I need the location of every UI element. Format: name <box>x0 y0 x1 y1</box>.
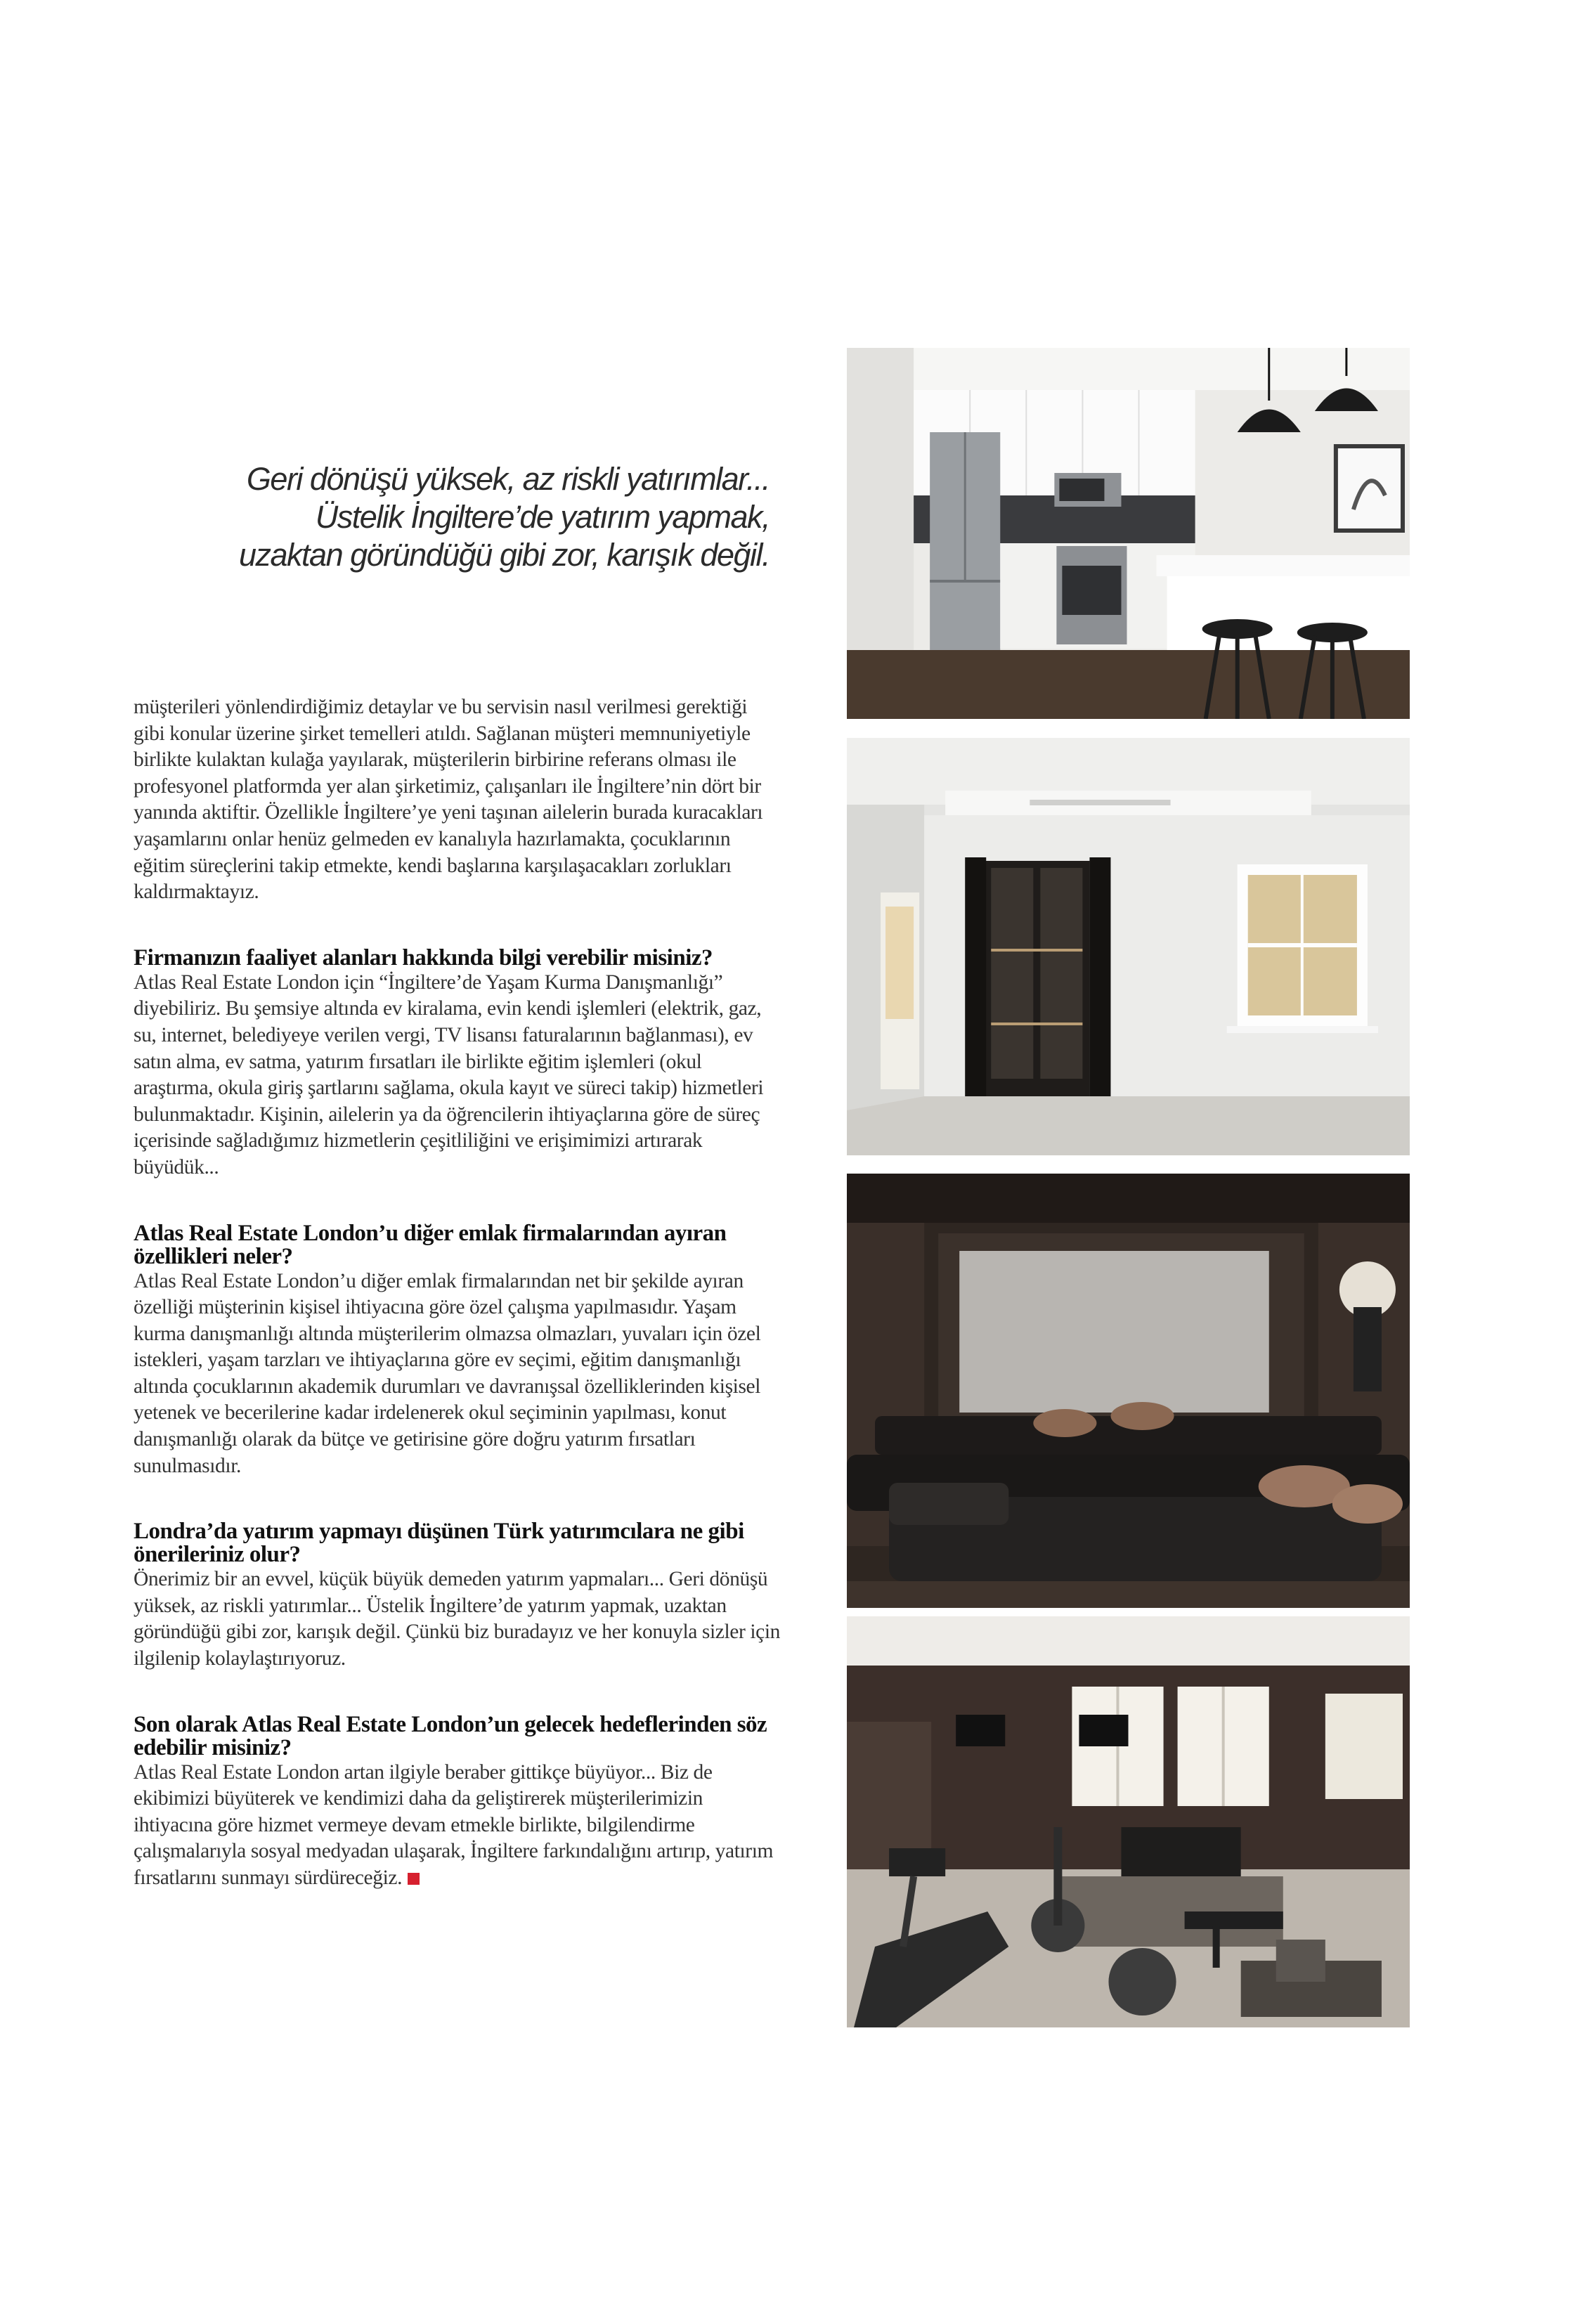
pull-quote-line-3: uzaktan göründüğü gibi zor, karışık değil. <box>239 537 770 573</box>
heading-distinguishing-features: Atlas Real Estate London’u diğer emlak firmalarından ayıran özellikleri neler? <box>134 1220 727 1269</box>
paragraph-activity-areas: Atlas Real Estate London için “İngiltere’de Yaşam Kurma Danışmanlığı” diyebiliriz. Bu şemsiye altında ev kiralama, evin kendi işlemleri (elektrik, gaz, su, internet, belediyeye verilen vergi, TV lisansı faturalarının bağlanması), ev satın alma, ev satma, yatırım fırsatları ile birlikte eğitim işlemleri (okul araştırma, okula giriş şartlarını sağlama, okula kayıt ve süreci takip) hizmetleri bulunmaktadır. Kişinin, ailelerin ya da öğrencilerin ihtiyaçlarına göre de süreç içerisinde sağladığımız hizmetlerin çeşitliliğini ve erişimimizi artırarak büyüdük... <box>134 971 764 1179</box>
heading-future-goals: Son olarak Atlas Real Estate London’un gelecek hedeflerinden söz edebilir misiniz? <box>134 1711 767 1760</box>
pull-quote <box>176 460 770 574</box>
bedroom-photo <box>847 738 1410 1155</box>
pull-quote-line-1: Geri dönüşü yüksek, az riskli yatırımlar... <box>246 461 770 497</box>
kitchen-photo <box>847 348 1410 719</box>
future-goals-text: Atlas Real Estate London artan ilgiyle beraber gittikçe büyüyor... Biz de ekibimizi büyüterek ve kendimizi daha da geliştirerek müşterilerimizin ihtiyacına göre hizmet vermeye devam etmekle birlikte, bilgilendirme çalışmalarıyla sosyal medyadan ulaşarak, İngiltere farkındalığını artırıp, yatırım fırsatlarını sunmayı sürdüreceğiz. <box>134 1760 774 1889</box>
heading-activity-areas: Firmanızın faaliyet alanları hakkında bilgi verebilir misiniz? <box>134 944 713 971</box>
paragraph-distinguishing-features: Atlas Real Estate London’u diğer emlak firmalarından net bir şekilde ayıran özelliği müşterinin kişisel ihtiyacına göre özel çalışma yapılmasıdır. Yaşam kurma danışmanlığı altında müşterilerim olmazsa olmazları, yuvaları için özel istekleri, yaşam tarzları ve ihtiyaçlarına göre ev seçimi, eğitim danışmanlığı altında çocuklarının akademik durumları ve davranışsal özelliklerinden kişisel yetenek ve becerilerine kadar irdelenerek okul seçiminin yapılması, konut danışmanlığı olarak da bütçe ve getirisine göre doğru yatırım fırsatları sunulmasıdır. <box>134 1269 761 1477</box>
paragraph-investor-advice: Önerimiz bir an evvel, küçük büyük demeden yatırım yapmaları... Geri dönüşü yüksek, az riskli yatırımlar... Üstelik İngiltere’de yatırım yapmak, uzaktan göründüğü gibi zor, karışık değil. Çünkü biz buradayız ve her konuyla sizler için ilgilenip kolaylaştırıyoruz. <box>134 1568 781 1670</box>
paragraph-future-goals <box>134 1760 780 1892</box>
article-body <box>134 694 780 1892</box>
heading-investor-advice: Londra’da yatırım yapmayı düşünen Türk yatırımcılara ne gibi önerileriniz olur? <box>134 1519 744 1568</box>
home-gym-photo <box>847 1616 1410 2027</box>
pull-quote-line-2: Üstelik İngiltere’de yatırım yapmak, <box>315 499 770 535</box>
intro-paragraph: müşterileri yönlendirdiğimiz detaylar ve bu servisin nasıl verilmesi gerektiği gibi konular üzerine şirket temelleri atıldı. Sağlanan müşteri memnuniyetiyle birlikte kulaktan kulağa yayılarak, müşterilerin birbirine referans olması ile profesyonel platformda yer alan şirketimiz, çalışanları ile İngiltere’nin dört bir yanında aktiftir. Özellikle İngiltere’ye yeni taşınan ailelerin burada kuracakları yaşamlarını onlar henüz gelmeden ev kanalıyla hazırlamakta, çocuklarının eğitim süreçlerini takip etmekte, kendi başlarına karşılaşacakları zorlukları kaldırmaktayız. <box>134 696 763 904</box>
cinema-room-photo <box>847 1174 1410 1608</box>
end-of-article-mark <box>408 1873 420 1885</box>
